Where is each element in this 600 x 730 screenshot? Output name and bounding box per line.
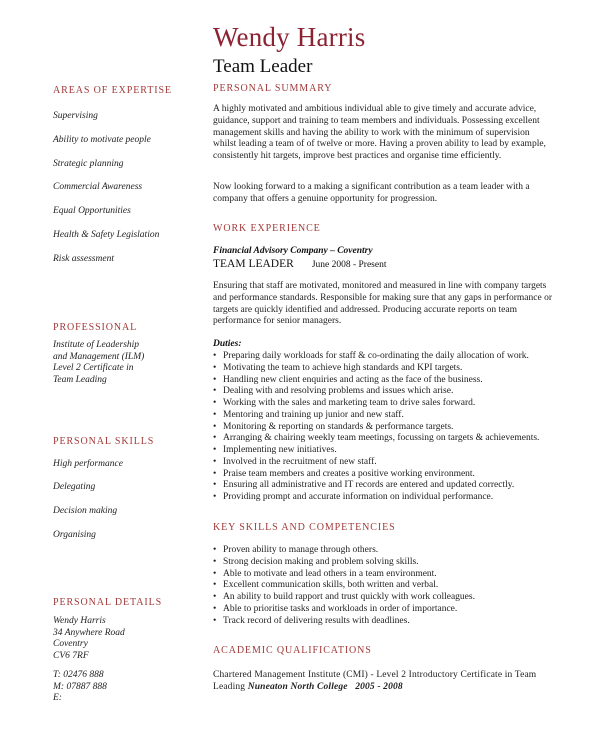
- summary-paragraph-2: Now looking forward to a making a significant contribution as a team leader with a company that offers a genuine opportunity for progression.: [213, 182, 530, 204]
- position-title: TEAM LEADER: [213, 258, 294, 270]
- address-line: Coventry: [53, 639, 88, 649]
- key-skill-item: • An ability to build rapport and trust quickly with work colleagues.: [213, 592, 475, 604]
- employer-name: Financial Advisory Company – Coventry: [213, 246, 373, 256]
- job-description: Ensuring that staff are motivated, monitored and measured in line with company targets and performance standards. Responsible for making sure that any gaps in performance or targets are quickly identified and addressed. Producing accurate reports on team performance for senior managers.: [213, 281, 552, 327]
- key-skill-item: • Able to prioritise tasks and workloads in order of importance.: [213, 604, 475, 616]
- duties-list: [213, 351, 539, 504]
- duty-item: • Arranging & chairing weekly team meetings, focussing on targets & achievements.: [213, 433, 539, 445]
- key-skill-item: • Track record of delivering results with deadlines.: [213, 616, 475, 628]
- expertise-item: Commercial Awareness: [53, 182, 143, 192]
- expertise-item: Ability to motivate people: [53, 135, 151, 145]
- summary-heading: PERSONAL SUMMARY: [213, 83, 333, 94]
- duty-item: • Praise team members and creates a positive working environment.: [213, 469, 539, 481]
- mobile-line: M: 07887 888: [53, 681, 107, 692]
- summary-paragraph: A highly motivated and ambitious individual able to give timely and accurate advice, guidance, support and training to team members and individuals. Possessing excellent management skills and having the ability to work with the minimum of supervision whilst leading a team of of twelve or more. Having a proven ability to lead by example, consistently hit targets, improve best practices and organise time efficiently.: [213, 104, 546, 162]
- institution-name: Nuneaton North College: [247, 682, 348, 692]
- qualification-text: Chartered Management Institute (CMI) - Level 2 Introductory Certificate in Team Leading: [213, 670, 537, 692]
- expertise-item: Supervising: [53, 111, 98, 121]
- professional-line: and Management (ILM): [53, 351, 145, 362]
- professional-block: [53, 340, 144, 386]
- skill-item: Delegating: [53, 482, 96, 492]
- skill-item: Decision making: [53, 506, 118, 516]
- qualifications-heading: ACADEMIC QUALIFICATIONS: [213, 645, 372, 656]
- key-skills-list: [213, 545, 475, 627]
- duty-item: • Mentoring and training up junior and new staff.: [213, 410, 539, 422]
- expertise-item: Risk assessment: [53, 254, 114, 264]
- employment-dates: June 2008 - Present: [311, 260, 387, 270]
- key-skill-item: • Able to motivate and lead others in a team environment.: [213, 569, 475, 581]
- duty-item: • Preparing daily workloads for staff & co-ordinating the daily allocation of work.: [213, 351, 539, 363]
- address-line: Wendy Harris: [53, 616, 106, 626]
- address-block: [53, 616, 125, 662]
- duty-item: • Ensuring all administrative and IT records are entered and updated correctly.: [213, 480, 539, 492]
- work-heading: WORK EXPERIENCE: [213, 223, 321, 234]
- key-skill-item: • Strong decision making and problem solving skills.: [213, 557, 475, 569]
- duty-item: • Working with the sales and marketing team to drive sales forward.: [213, 398, 539, 410]
- duty-item: • Implementing new initiatives.: [213, 445, 539, 457]
- job-title: Team Leader: [213, 56, 313, 77]
- key-skill-item: • Excellent communication skills, both written and verbal.: [213, 580, 475, 592]
- address-line: 34 Anywhere Road: [53, 627, 125, 638]
- duty-item: • Involved in the recruitment of new staff.: [213, 457, 539, 469]
- qualification-entry: [213, 669, 553, 693]
- skill-item: Organising: [53, 530, 96, 540]
- qualification-years: 2005 - 2008: [355, 682, 403, 692]
- phone-line: T: 02476 888: [53, 670, 104, 680]
- duty-item: • Handling new client enquiries and acting as the face of the business.: [213, 375, 539, 387]
- position-line: [213, 258, 386, 270]
- expertise-item: Health & Safety Legislation: [53, 230, 160, 240]
- duty-item: • Monitoring & reporting on standards & performance targets.: [213, 422, 539, 434]
- details-heading: PERSONAL DETAILS: [53, 597, 163, 608]
- professional-line: Level 2 Certificate in: [53, 363, 134, 373]
- expertise-heading: AREAS OF EXPERTISE: [53, 85, 172, 96]
- skill-item: High performance: [53, 459, 123, 469]
- duties-label: Duties:: [213, 339, 242, 349]
- contact-block: [53, 670, 107, 705]
- expertise-item: Equal Opportunities: [53, 206, 131, 216]
- duty-item: • Dealing with and resolving problems and issues which arise.: [213, 386, 539, 398]
- candidate-name: Wendy Harris: [213, 22, 366, 52]
- key-skill-item: • Proven ability to manage through others.: [213, 545, 475, 557]
- professional-line: Institute of Leadership: [53, 340, 140, 350]
- key-skills-heading: KEY SKILLS AND COMPETENCIES: [213, 522, 396, 533]
- duty-item: • Providing prompt and accurate information on individual performance.: [213, 492, 539, 504]
- duty-item: • Motivating the team to achieve high standards and KPI targets.: [213, 363, 539, 375]
- professional-line: Team Leading: [53, 374, 107, 385]
- address-line: CV6 7RF: [53, 650, 89, 661]
- email-line: E:: [53, 693, 62, 703]
- professional-heading: PROFESSIONAL: [53, 322, 138, 333]
- skills-heading: PERSONAL SKILLS: [53, 436, 155, 447]
- expertise-item: Strategic planning: [53, 159, 124, 169]
